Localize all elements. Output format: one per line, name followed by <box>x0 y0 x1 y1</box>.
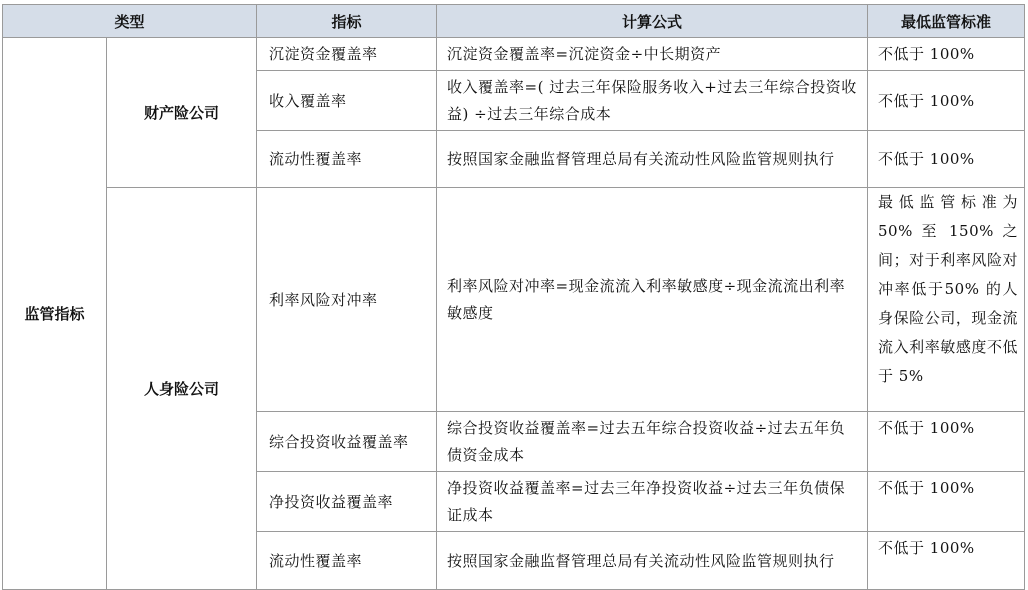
regulatory-indicators-table <box>2 4 1025 590</box>
indicator-cell: 净投资收益覆盖率 <box>257 472 437 532</box>
group-label-property: 财产险公司 <box>107 38 257 188</box>
header-standard: 最低监管标准 <box>868 5 1025 38</box>
formula-cell: 沉淀资金覆盖率=沉淀资金÷中长期资产 <box>437 38 868 71</box>
standard-cell: 不低于 100% <box>868 532 1025 590</box>
indicator-cell: 流动性覆盖率 <box>257 131 437 188</box>
standard-cell: 最低监管标准为 50% 至 150% 之间；对于利率风险对冲率低于50% 的人身保险公司，现金流流入利率敏感度不低于 5% <box>868 188 1025 412</box>
formula-cell: 利率风险对冲率=现金流流入利率敏感度÷现金流流出利率敏感度 <box>437 188 868 412</box>
standard-cell: 不低于 100% <box>868 38 1025 71</box>
header-type: 类型 <box>3 5 257 38</box>
table-row <box>3 188 1025 412</box>
indicator-cell: 收入覆盖率 <box>257 71 437 131</box>
formula-cell: 收入覆盖率=( 过去三年保险服务收入+过去三年综合投资收益) ÷过去三年综合成本 <box>437 71 868 131</box>
header-row <box>3 5 1025 38</box>
group-label-life: 人身险公司 <box>107 188 257 590</box>
formula-cell: 按照国家金融监督管理总局有关流动性风险监管规则执行 <box>437 131 868 188</box>
formula-cell: 净投资收益覆盖率=过去三年净投资收益÷过去三年负债保证成本 <box>437 472 868 532</box>
header-formula: 计算公式 <box>437 5 868 38</box>
indicator-cell: 综合投资收益覆盖率 <box>257 412 437 472</box>
standard-cell: 不低于 100% <box>868 472 1025 532</box>
standard-cell: 不低于 100% <box>868 131 1025 188</box>
category-label: 监管指标 <box>3 38 107 590</box>
indicator-cell: 利率风险对冲率 <box>257 188 437 412</box>
standard-cell: 不低于 100% <box>868 412 1025 472</box>
standard-cell: 不低于 100% <box>868 71 1025 131</box>
formula-cell: 综合投资收益覆盖率=过去五年综合投资收益÷过去五年负债资金成本 <box>437 412 868 472</box>
indicator-cell: 沉淀资金覆盖率 <box>257 38 437 71</box>
formula-cell: 按照国家金融监督管理总局有关流动性风险监管规则执行 <box>437 532 868 590</box>
indicator-cell: 流动性覆盖率 <box>257 532 437 590</box>
table-row <box>3 38 1025 71</box>
header-indicator: 指标 <box>257 5 437 38</box>
